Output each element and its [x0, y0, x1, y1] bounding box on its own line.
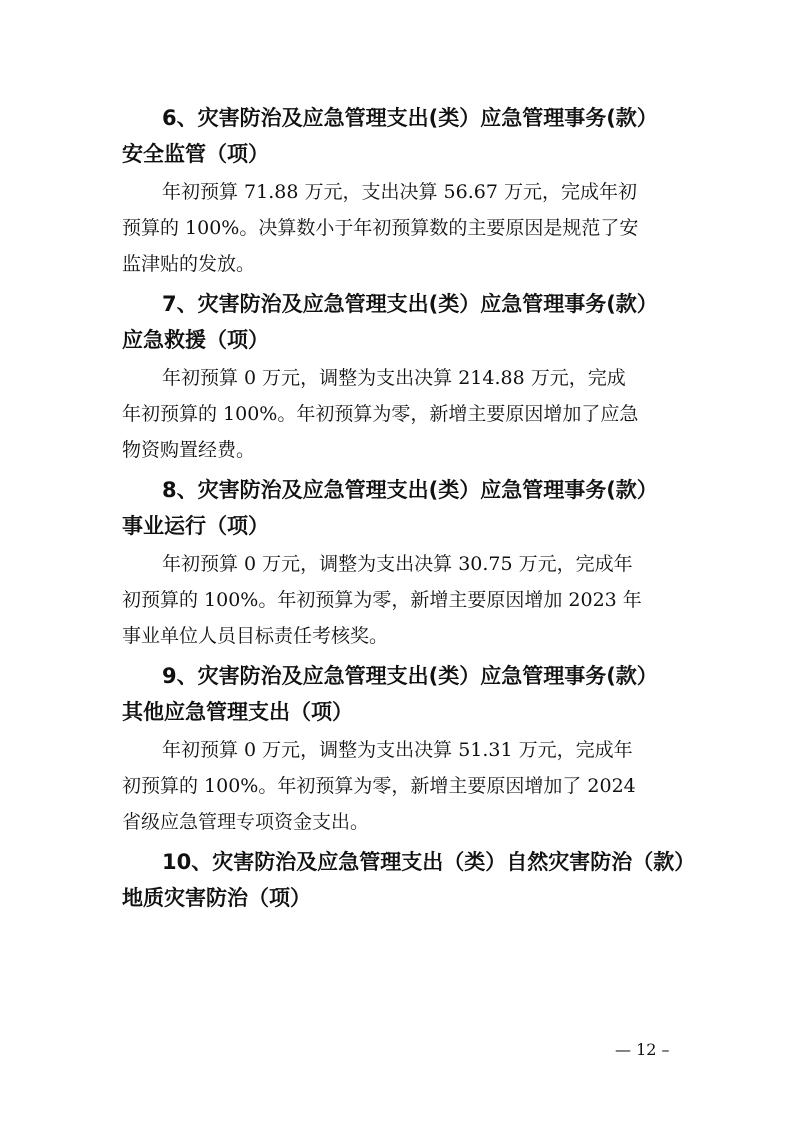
section-6-heading: [122, 100, 682, 172]
section-6-paragraph-line-2: 预算的 100%。决算数小于年初预算数的主要原因是规范了安: [122, 217, 639, 239]
section-7-paragraph: [122, 360, 682, 468]
section-7-heading-line-2: 应急救援（项）: [122, 328, 269, 352]
section-8-paragraph-line-3: 事业单位人员目标责任考核奖。: [122, 625, 389, 647]
section-8-paragraph: [122, 546, 682, 654]
section-8-heading-line-2: 事业运行（项）: [122, 514, 269, 538]
section-10-heading: [122, 844, 696, 916]
section-9-paragraph-line-2: 初预算的 100%。年初预算为零，新增主要原因增加了 2024: [122, 775, 636, 797]
section-9-paragraph-line-1: 年初预算 0 万元，调整为支出决算 51.31 万元，完成年: [162, 739, 633, 761]
section-9-paragraph-line-3: 省级应急管理专项资金支出。: [122, 811, 370, 833]
section-6-heading-line-1: 6、灾害防治及应急管理支出(类）应急管理事务(款）: [162, 106, 658, 130]
section-8-heading: [122, 472, 682, 544]
section-6-paragraph-line-1: 年初预算 71.88 万元，支出决算 56.67 万元，完成年初: [162, 181, 637, 203]
section-6-heading-line-2: 安全监管（项）: [122, 142, 269, 166]
page-number: — 12 –: [615, 1040, 670, 1059]
section-7-heading-line-1: 7、灾害防治及应急管理支出(类）应急管理事务(款）: [162, 292, 658, 316]
section-7-paragraph-line-3: 物资购置经费。: [122, 439, 256, 461]
section-9-heading-line-1: 9、灾害防治及应急管理支出(类）应急管理事务(款）: [162, 664, 658, 688]
section-8-paragraph-line-1: 年初预算 0 万元，调整为支出决算 30.75 万元，完成年: [162, 553, 633, 575]
section-9-heading: [122, 658, 682, 730]
section-7-paragraph-line-1: 年初预算 0 万元，调整为支出决算 214.88 万元，完成: [162, 367, 626, 389]
section-7-heading: [122, 286, 682, 358]
section-6-paragraph: [122, 174, 682, 282]
section-9-paragraph: [122, 732, 682, 840]
section-8-paragraph-line-2: 初预算的 100%。年初预算为零，新增主要原因增加 2023 年: [122, 589, 642, 611]
section-10-heading-line-2: 地质灾害防治（项）: [122, 886, 311, 910]
section-8-heading-line-1: 8、灾害防治及应急管理支出(类）应急管理事务(款）: [162, 478, 658, 502]
section-7-paragraph-line-2: 年初预算的 100%。年初预算为零，新增主要原因增加了应急: [122, 403, 639, 425]
section-9-heading-line-2: 其他应急管理支出（项）: [122, 700, 353, 724]
section-6-paragraph-line-3: 监津贴的发放。: [122, 253, 256, 275]
section-10-heading-line-1: 10、灾害防治及应急管理支出（类）自然灾害防治（款）: [162, 850, 696, 874]
